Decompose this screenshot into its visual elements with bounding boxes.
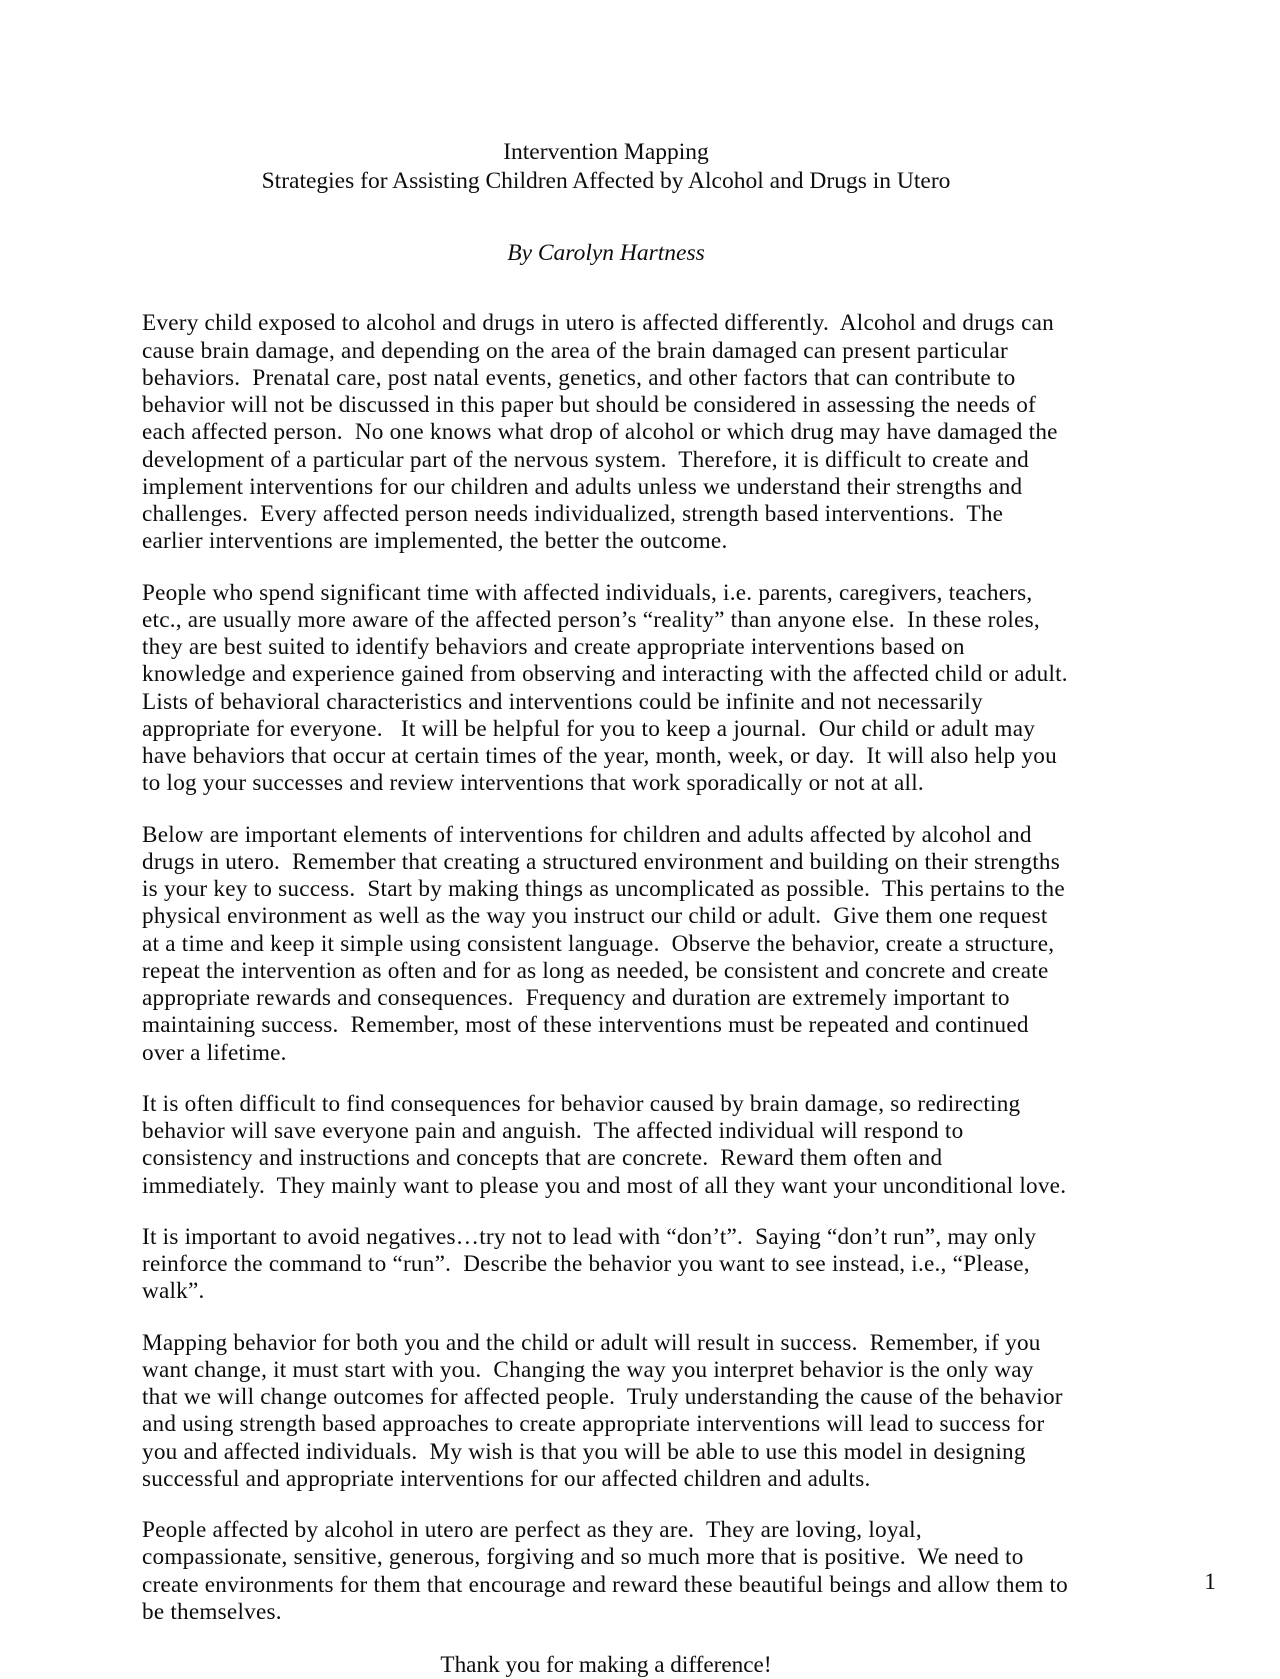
closing-line: Thank you for making a difference!	[440, 1652, 772, 1679]
paragraph: Below are important elements of interventions for children and adults affected by alcohol and drugs in utero. Remember that creating a structured environment and building on their strengths is your key to success. Start by making things as uncomplicated as possible. This pertains to the physical environment as well as the way you instruct our child or adult. Give them one request at a time and keep it simple using consistent language. Observe the behavior, create a structure, repeat the intervention as often and for as long as needed, be consistent and concrete and create appropriate rewards and consequences. Frequency and duration are extremely important to maintaining success. Remember, most of these interventions must be repeated and continued over a lifetime.	[142, 821, 1071, 1066]
document-title	[142, 138, 1070, 195]
paragraph: People affected by alcohol in utero are perfect as they are. They are loving, loyal, compassionate, sensitive, generous, forgiving and so much more that is positive. We need to create environments for them that encourage and reward these beautiful beings and allow them to be themselves.	[142, 1517, 1075, 1625]
paragraph: It is often difficult to find consequences for behavior caused by brain damage, so redirecting behavior will save everyone pain and anguish. The affected individual will respond to consistency and instructions and concepts that are concrete. Reward them often and immediately. They mainly want to please you and most of all they want your unconditional love.	[142, 1090, 1067, 1199]
title-line-primary: Intervention Mapping	[503, 139, 709, 165]
paragraph: People who spend significant time with affected individuals, i.e. parents, caregivers, teachers, etc., are usually more aware of the affected person’s “reality” than anyone else. In these roles, they are best suited to identify behaviors and create appropriate interventions based on knowledge and experience gained from observing and interacting with the affected child or adult. Lists of behavioral characteristics and interventions could be infinite and not necessarily appropriate for everyone. It will be helpful for you to keep a journal. Our child or adult may have behaviors that occur at certain times of the year, month, week, or day. It will also help you to log your successes and review interventions that work sporadically or not at all.	[142, 579, 1080, 797]
paragraph: Every child exposed to alcohol and drugs in utero is affected differently. Alcohol and drugs can cause brain damage, and depending on the area of the brain damaged can present particular behaviors. Prenatal care, post natal events, genetics, and other factors that can contribute to behavior will not be discussed in this paper but should be considered in assessing the needs of each affected person. No one knows what drop of alcohol or which drug may have damaged the development of a particular part of the nervous system. Therefore, it is difficult to create and implement interventions for our children and adults unless we understand their strengths and challenges. Every affected person needs individualized, strength based interventions. The earlier interventions are implemented, the better the outcome.	[142, 310, 1064, 555]
document-body	[142, 310, 1080, 1679]
paragraph: It is important to avoid negatives…try not to lead with “don’t”. Saying “don’t run”, may only reinforce the command to “run”. Describe the behavior you want to see instead, i.e., “Please, walk”.	[142, 1223, 1043, 1305]
paragraph: Mapping behavior for both you and the child or adult will result in success. Remember, if you want change, it must start with you. Changing the way you interpret behavior is the only way that we will change outcomes for affected people. Truly understanding the cause of the behavior and using strength based approaches to create appropriate interventions will lead to success for you and affected individuals. My wish is that you will be able to use this model in designing successful and appropriate interventions for our affected children and adults.	[142, 1329, 1069, 1492]
title-line-subtitle: Strategies for Assisting Children Affected by Alcohol and Drugs in Utero	[261, 167, 951, 194]
author-byline: By Carolyn Hartness	[507, 240, 705, 267]
page-number: 1	[1204, 1568, 1216, 1595]
document-content	[142, 138, 1080, 1679]
